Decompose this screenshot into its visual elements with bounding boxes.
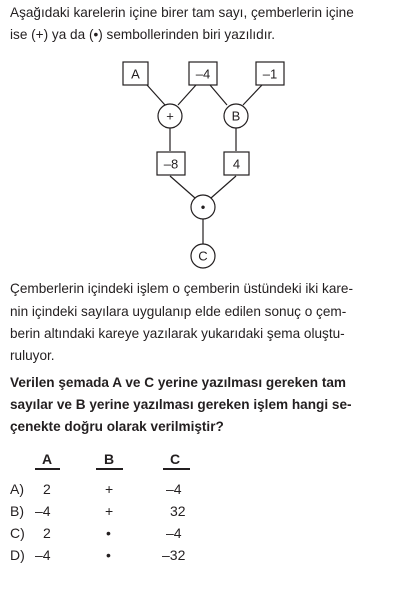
- circle-dot-label: •: [200, 199, 206, 215]
- option-value-b: •: [106, 525, 111, 541]
- circle-b-label: B: [231, 108, 241, 124]
- option-letter: A): [10, 481, 24, 497]
- header-a-underline: [35, 468, 60, 470]
- option-value-c: –4: [166, 525, 182, 541]
- question-line-3: çenekte doğru olarak verilmiştir?: [10, 419, 224, 434]
- edge-a-to-plus: [147, 85, 165, 105]
- explanation-line-3: berin altındaki kareye yazılarak yukarıdaki şema oluştu-: [10, 326, 345, 341]
- box-4-label: 4: [232, 156, 241, 172]
- header-c: C: [170, 451, 181, 467]
- option-letter: D): [10, 547, 25, 563]
- header-b-underline: [96, 468, 123, 470]
- box-minus-1-label: –1: [262, 66, 278, 82]
- box-minus-8-label: –8: [163, 156, 179, 172]
- intro-line-1: Aşağıdaki karelerin içine birer tam sayı, çemberlerin içine: [10, 5, 354, 20]
- edge-m1-to-b: [243, 85, 262, 105]
- edge-4-to-dot: [211, 176, 236, 198]
- header-c-underline: [163, 468, 190, 470]
- option-value-b: •: [106, 547, 111, 563]
- header-a: A: [42, 451, 53, 467]
- option-value-c: –32: [162, 547, 186, 563]
- explanation-line-4: ruluyor.: [10, 348, 55, 363]
- option-value-b: +: [105, 481, 114, 497]
- option-value-b: +: [105, 503, 114, 519]
- question-line-2: sayılar ve B yerine yazılması gereken işlem hangi se-: [10, 397, 352, 412]
- option-value-a: 2: [43, 481, 51, 497]
- explanation-line-2: nin içindeki sayılara uygulanıp elde edilen sonuç o çem-: [10, 304, 347, 319]
- circle-plus-label: +: [166, 108, 174, 124]
- edge-m4-to-plus: [178, 85, 196, 105]
- edge-m8-to-dot: [170, 176, 195, 198]
- option-value-a: –4: [35, 503, 51, 519]
- circle-c-label: C: [198, 248, 208, 264]
- header-b: B: [104, 451, 115, 467]
- edge-m4-to-b: [210, 85, 227, 105]
- option-letter: C): [10, 525, 25, 541]
- box-a-label: A: [131, 66, 140, 82]
- explanation-line-1: Çemberlerin içindeki işlem o çemberin üstündeki iki kare-: [10, 281, 353, 296]
- option-letter: B): [10, 503, 24, 519]
- question-line-1: Verilen şemada A ve C yerine yazılması gereken tam: [10, 375, 346, 390]
- option-value-a: 2: [43, 525, 51, 541]
- intro-line-2: ise (+) ya da (•) sembollerinden biri yazılıdır.: [10, 27, 276, 42]
- option-value-c: –4: [166, 481, 182, 497]
- option-value-c: 32: [170, 503, 186, 519]
- option-value-a: –4: [35, 547, 51, 563]
- box-minus-4-label: –4: [195, 66, 211, 82]
